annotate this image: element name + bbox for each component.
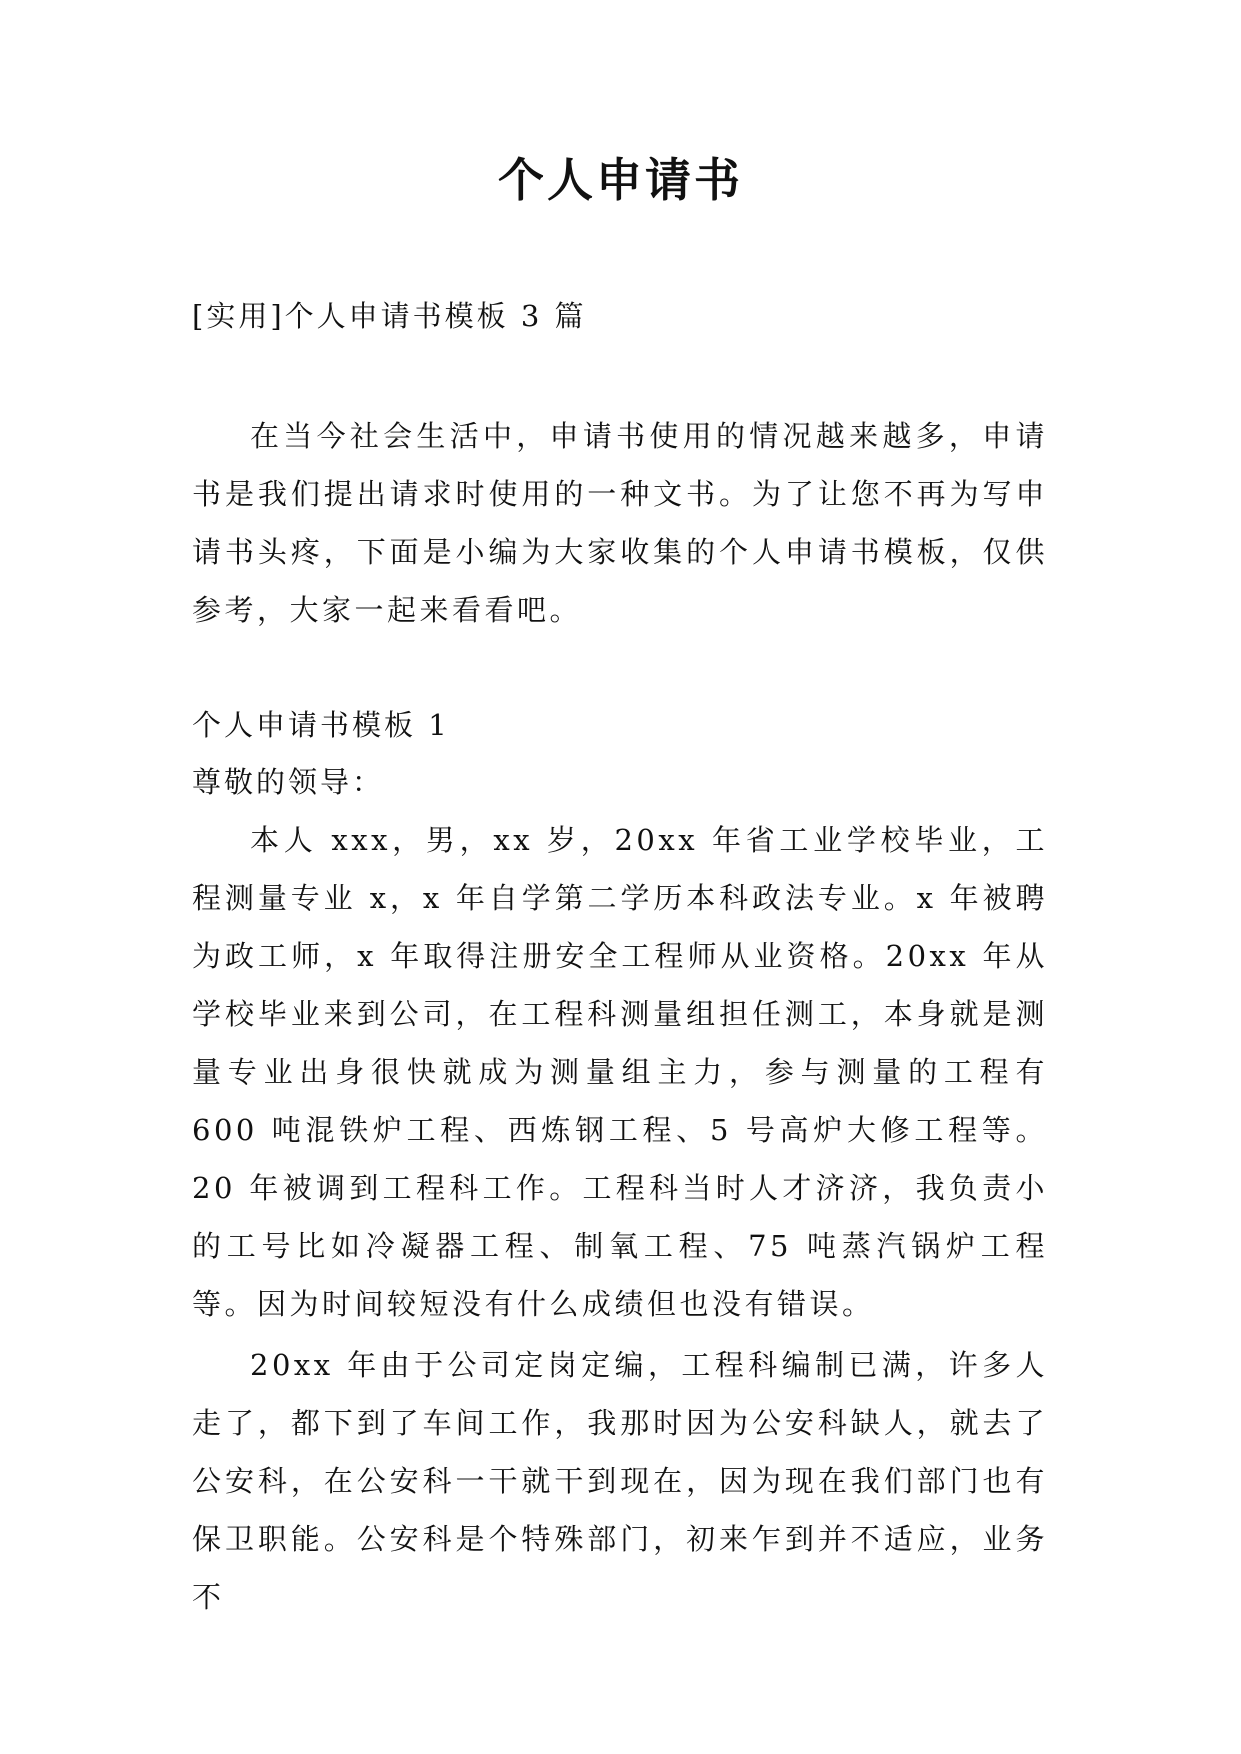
template-heading: 个人申请书模板 1 bbox=[192, 708, 450, 742]
document-title: 个人申请书 bbox=[498, 153, 743, 207]
body-paragraph: 本人 xxx，男，xx 岁，20xx 年省工业学校毕业，工程测量专业 x，x 年自学第二学历本科政法专业。x 年被聘为政工师，x 年取得注册安全工程师从业资格。20xx 年从学校毕业来到公司，在工程科测量组担任测工，本身就是测量专业出身很快就成为测量组主力，参与测量的工程有 600 吨混铁炉工程、西炼钢工程、5 号高炉大修工程等。20 年被调到工程科工作。工程科当时人才济济，我负责小的工号比如冷凝器工程、制氧工程、75 吨蒸汽锅炉工程等。因为时间较短没有什么成绩但也没有错误。 bbox=[192, 823, 1048, 1321]
salutation: 尊敬的领导： bbox=[192, 765, 385, 799]
body-paragraph: 20xx 年由于公司定岗定编，工程科编制已满，许多人走了，都下到了车间工作，我那时因为公安科缺人，就去了公安科，在公安科一干就干到现在，因为现在我们部门也有保卫职能。公安科是个特殊部门，初来乍到并不适应，业务不 bbox=[192, 1348, 1048, 1614]
document-subtitle: [实用]个人申请书模板 3 篇 bbox=[192, 299, 587, 333]
intro-paragraph: 在当今社会生活中，申请书使用的情况越来越多，申请书是我们提出请求时使用的一种文书。为了让您不再为写申请书头疼，下面是小编为大家收集的个人申请书模板，仅供参考，大家一起来看看吧。 bbox=[192, 419, 1048, 627]
